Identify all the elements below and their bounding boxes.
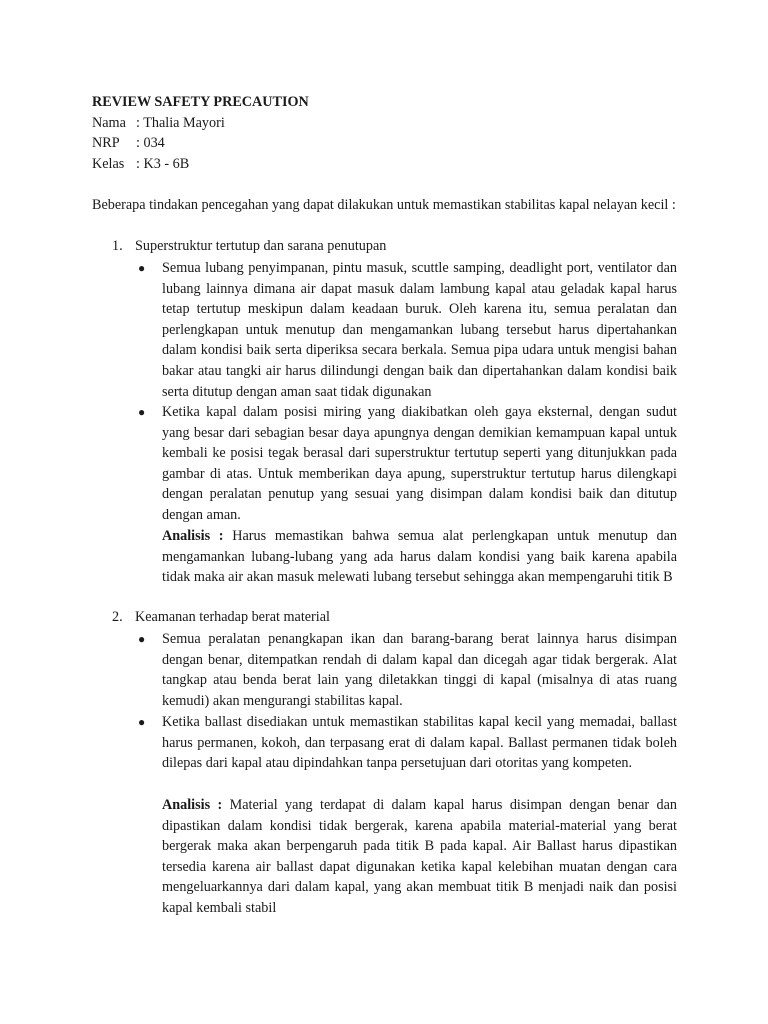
list-item <box>138 712 677 774</box>
analysis-paragraph <box>162 795 677 919</box>
bullet-icon: ● <box>138 261 146 275</box>
analysis-paragraph <box>162 526 677 588</box>
field-kelas <box>92 154 189 174</box>
section-title: Keamanan terhadap berat material <box>135 609 330 625</box>
section-heading <box>112 236 386 256</box>
section-heading <box>112 607 330 627</box>
list-item <box>138 402 677 526</box>
bullet-text: Ketika kapal dalam posisi miring yang diakibatkan oleh gaya eksternal, dengan sudut yang besar dari sebagian besar daya apungnya dengan demikian kemampuan kapal untuk kembali ke posisi tegak berasal dari superstruktur tertutup seperti yang ditunjukkan pada gambar di atas. Untuk memberikan daya apung, superstruktur tertutup harus dilengkapi dengan peralatan penutup yang sesuai yang disimpan dalam kondisi baik dan ditutup dengan aman. <box>162 404 677 523</box>
bullet-icon: ● <box>138 715 146 729</box>
intro-paragraph: Beberapa tindakan pencegahan yang dapat dilakukan untuk memastikan stabilitas kapal nelayan kecil : <box>92 197 676 213</box>
section-number: 1. <box>112 238 123 254</box>
field-label: NRP <box>92 135 120 151</box>
list-item <box>138 629 677 711</box>
field-nrp <box>92 133 165 153</box>
field-label: Kelas <box>92 156 125 172</box>
analysis-label: Analisis : <box>162 797 223 813</box>
bullet-icon: ● <box>138 632 146 646</box>
field-label: Nama <box>92 115 126 131</box>
list-item <box>138 258 677 402</box>
section-title: Superstruktur tertutup dan sarana penutupan <box>135 238 387 254</box>
field-value: : K3 - 6B <box>136 156 190 172</box>
field-value: : 034 <box>136 135 165 151</box>
analysis-text: Material yang terdapat di dalam kapal harus disimpan dengan benar dan dipastikan dalam kondisi tidak bergerak, karena apabila material-material yang berat bergerak maka akan berpengaruh pada titik B pada kapal. Air Ballast harus dipastikan tersedia karena air ballast dapat digunakan ketika kapal kelebihan muatan dengan cara mengeluarkannya dari dalam kapal, yang akan membuat titik B menjadi naik dan posisi kapal kembali stabil <box>162 797 677 916</box>
field-nama <box>92 113 225 133</box>
bullet-text: Ketika ballast disediakan untuk memastikan stabilitas kapal kecil yang memadai, ballast harus permanen, kokoh, dan terpasang erat di dalam kapal. Ballast permanen tidak boleh dilepas dari kapal atau dipindahkan tanpa persetujuan dari otoritas yang kompeten. <box>162 714 677 772</box>
document-title: REVIEW SAFETY PRECAUTION <box>92 94 309 110</box>
field-value: : Thalia Mayori <box>136 115 225 131</box>
section-number: 2. <box>112 609 123 625</box>
analysis-text: Harus memastikan bahwa semua alat perlengkapan untuk menutup dan mengamankan lubang-lubang yang ada harus dalam kondisi yang baik karena apabila tidak maka air akan masuk melewati lubang tersebut sehingga akan mempengaruhi titik B <box>162 528 677 586</box>
bullet-icon: ● <box>138 405 146 419</box>
analysis-label: Analisis : <box>162 528 224 544</box>
bullet-text: Semua lubang penyimpanan, pintu masuk, scuttle samping, deadlight port, ventilator dan lubang lainnya dimana air dapat masuk dalam lambung kapal atau geladak kapal harus tetap tertutup meskipun dalam keadaan buruk. Oleh karena itu, semua peralatan dan perlengkapan untuk menutup dan mengamankan lubang tersebut harus dipertahankan dalam kondisi baik serta diperiksa secara berkala. Semua pipa udara untuk mengisi bahan bakar atau tangki air harus dilindungi dengan baik dan dipertahankan dalam kondisi baik serta ditutup dengan aman saat tidak digunakan <box>162 260 677 400</box>
bullet-text: Semua peralatan penangkapan ikan dan barang-barang berat lainnya harus disimpan dengan benar, ditempatkan rendah di dalam kapal dan dicegah agar tidak bergerak. Alat tangkap atau benda berat lain yang diletakkan tinggi di kapal (misalnya di atas ruang kemudi) akan mengurangi stabilitas kapal. <box>162 631 677 709</box>
